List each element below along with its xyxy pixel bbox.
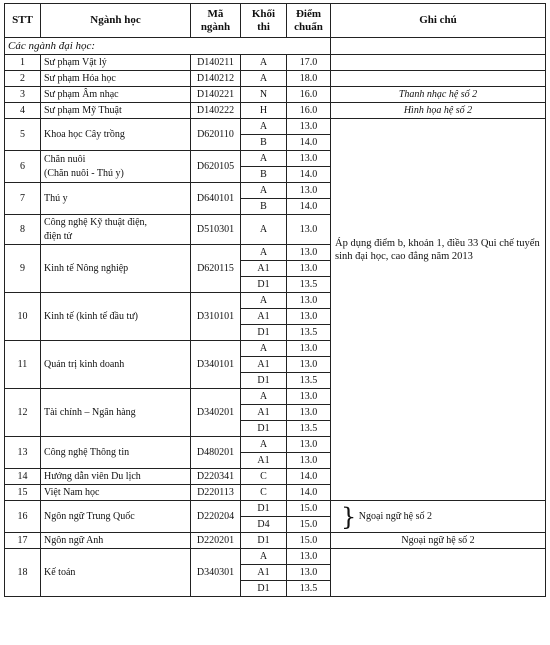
cell-khoi-thi: A1 xyxy=(241,357,287,373)
table-row xyxy=(5,55,546,71)
cell-nganh: Sư phạm Vật lý xyxy=(41,55,191,71)
cell-diem-chuan: 13.0 xyxy=(287,245,331,261)
cell-ghi-chu-empty xyxy=(331,549,546,597)
cell-diem-chuan: 15.0 xyxy=(287,533,331,549)
cell-khoi-thi: D1 xyxy=(241,277,287,293)
cell-khoi-thi: A xyxy=(241,437,287,453)
cell-stt: 3 xyxy=(5,87,41,103)
header-ma-nganh xyxy=(191,4,241,38)
header-khoi-thi xyxy=(241,4,287,38)
cell-nganh: Quản trị kinh doanh xyxy=(41,341,191,389)
cell-ma-nganh: D510301 xyxy=(191,215,241,245)
cell-ma-nganh: D640101 xyxy=(191,183,241,215)
cell-stt: 9 xyxy=(5,245,41,293)
cell-khoi-thi: D1 xyxy=(241,533,287,549)
header-ma-line2: ngành xyxy=(200,20,231,33)
cell-diem-chuan: 13.0 xyxy=(287,151,331,167)
table-row xyxy=(5,103,546,119)
section-title: Các ngành đại học: xyxy=(5,38,331,55)
cell-stt: 7 xyxy=(5,183,41,215)
cell-nganh: Kế toán xyxy=(41,549,191,597)
cell-khoi-thi: A xyxy=(241,293,287,309)
cell-stt: 2 xyxy=(5,71,41,87)
cell-khoi-thi: C xyxy=(241,469,287,485)
cell-nganh: Chăn nuôi (Chăn nuôi - Thú y) xyxy=(41,151,191,183)
cell-khoi-thi: A xyxy=(241,549,287,565)
cell-diem-chuan: 16.0 xyxy=(287,103,331,119)
cell-diem-chuan: 15.0 xyxy=(287,501,331,517)
cell-khoi-thi: A1 xyxy=(241,309,287,325)
cell-khoi-thi: A xyxy=(241,341,287,357)
cell-diem-chuan: 13.0 xyxy=(287,389,331,405)
cell-nganh: Sư phạm Mỹ Thuật xyxy=(41,103,191,119)
cell-khoi-thi: A1 xyxy=(241,565,287,581)
cell-khoi-thi: D1 xyxy=(241,325,287,341)
cell-khoi-thi: A xyxy=(241,151,287,167)
cell-ghi-chu: Hình họa hệ số 2 xyxy=(331,103,546,119)
cell-diem-chuan: 14.0 xyxy=(287,485,331,501)
cell-ghi-chu: Ngoại ngữ hệ số 2 xyxy=(331,533,546,549)
cell-ma-nganh: D140211 xyxy=(191,55,241,71)
cell-khoi-thi: A xyxy=(241,245,287,261)
cell-stt: 8 xyxy=(5,215,41,245)
cell-khoi-thi: D1 xyxy=(241,501,287,517)
cell-diem-chuan: 13.0 xyxy=(287,453,331,469)
cell-diem-chuan: 13.0 xyxy=(287,183,331,199)
cell-diem-chuan: 15.0 xyxy=(287,517,331,533)
cell-ma-nganh: D620110 xyxy=(191,119,241,151)
table-row xyxy=(5,501,546,517)
cell-khoi-thi: A1 xyxy=(241,453,287,469)
cell-khoi-thi: B xyxy=(241,199,287,215)
cell-stt: 12 xyxy=(5,389,41,437)
cell-diem-chuan: 13.0 xyxy=(287,119,331,135)
cell-nganh: Hướng dẫn viên Du lịch xyxy=(41,469,191,485)
cell-ma-nganh: D140221 xyxy=(191,87,241,103)
cell-stt: 16 xyxy=(5,501,41,533)
cell-ma-nganh: D140222 xyxy=(191,103,241,119)
section-note-empty xyxy=(331,38,546,55)
cell-stt: 17 xyxy=(5,533,41,549)
cell-diem-chuan: 13.0 xyxy=(287,565,331,581)
admission-score-table xyxy=(4,3,546,597)
cell-ma-nganh: D220204 xyxy=(191,501,241,533)
cell-stt: 18 xyxy=(5,549,41,597)
header-ma-line1: Mã xyxy=(207,7,224,20)
cell-diem-chuan: 14.0 xyxy=(287,135,331,151)
cell-stt: 4 xyxy=(5,103,41,119)
cell-stt: 13 xyxy=(5,437,41,469)
cell-diem-chuan: 18.0 xyxy=(287,71,331,87)
cell-ghi-chu: Thanh nhạc hệ số 2 xyxy=(331,87,546,103)
cell-nganh: Kinh tế Nông nghiệp xyxy=(41,245,191,293)
cell-ma-nganh: D220201 xyxy=(191,533,241,549)
cell-diem-chuan: 14.0 xyxy=(287,167,331,183)
cell-khoi-thi: D4 xyxy=(241,517,287,533)
cell-ma-nganh: D310101 xyxy=(191,293,241,341)
cell-nganh: Công nghệ Kỹ thuật điện, điện tử xyxy=(41,215,191,245)
cell-diem-chuan: 14.0 xyxy=(287,469,331,485)
header-ghi-chu: Ghi chú xyxy=(331,4,546,38)
cell-diem-chuan: 16.0 xyxy=(287,87,331,103)
cell-diem-chuan: 13.0 xyxy=(287,549,331,565)
ghi-chu-text: Ngoại ngữ hệ số 2 xyxy=(356,510,432,522)
cell-ma-nganh: D480201 xyxy=(191,437,241,469)
cell-diem-chuan: 13.5 xyxy=(287,373,331,389)
cell-nganh: Kinh tế (kinh tế đầu tư) xyxy=(41,293,191,341)
cell-khoi-thi: A xyxy=(241,55,287,71)
header-diem-line1: Điểm xyxy=(295,7,322,20)
header-khoi-line2: thi xyxy=(257,20,270,33)
table-row xyxy=(5,549,546,565)
header-diem-chuan xyxy=(287,4,331,38)
table-row xyxy=(5,71,546,87)
cell-ma-nganh: D340201 xyxy=(191,389,241,437)
cell-nganh: Khoa học Cây trồng xyxy=(41,119,191,151)
cell-diem-chuan: 13.5 xyxy=(287,581,331,597)
cell-khoi-thi: D1 xyxy=(241,421,287,437)
cell-diem-chuan: 13.0 xyxy=(287,309,331,325)
cell-nganh: Sư phạm Âm nhạc xyxy=(41,87,191,103)
header-khoi-line1: Khối xyxy=(251,7,276,20)
cell-nganh: Ngôn ngữ Trung Quốc xyxy=(41,501,191,533)
cell-khoi-thi: H xyxy=(241,103,287,119)
cell-khoi-thi: A1 xyxy=(241,405,287,421)
cell-stt: 1 xyxy=(5,55,41,71)
cell-khoi-thi: N xyxy=(241,87,287,103)
cell-khoi-thi: B xyxy=(241,167,287,183)
cell-stt: 6 xyxy=(5,151,41,183)
cell-nganh: Ngôn ngữ Anh xyxy=(41,533,191,549)
cell-nganh: Tài chính – Ngân hàng xyxy=(41,389,191,437)
brace-icon: } xyxy=(341,502,357,531)
cell-diem-chuan: 13.5 xyxy=(287,325,331,341)
cell-diem-chuan: 13.0 xyxy=(287,437,331,453)
cell-ghi-chu xyxy=(331,55,546,71)
header-stt: STT xyxy=(5,4,41,38)
cell-ma-nganh: D340301 xyxy=(191,549,241,597)
cell-stt: 11 xyxy=(5,341,41,389)
header-nganh: Ngành học xyxy=(41,4,191,38)
cell-ma-nganh: D220113 xyxy=(191,485,241,501)
cell-ma-nganh: D620115 xyxy=(191,245,241,293)
cell-stt: 14 xyxy=(5,469,41,485)
cell-diem-chuan: 13.0 xyxy=(287,261,331,277)
cell-ghi-chu xyxy=(331,71,546,87)
section-row xyxy=(5,38,546,55)
header-row xyxy=(5,4,546,38)
cell-nganh: Công nghệ Thông tin xyxy=(41,437,191,469)
cell-khoi-thi: A xyxy=(241,215,287,245)
cell-ghi-chu xyxy=(331,501,546,533)
cell-khoi-thi: A xyxy=(241,183,287,199)
cell-khoi-thi: A1 xyxy=(241,261,287,277)
cell-khoi-thi: A xyxy=(241,71,287,87)
cell-diem-chuan: 13.0 xyxy=(287,293,331,309)
header-diem-line2: chuẩn xyxy=(294,20,323,33)
cell-diem-chuan: 13.0 xyxy=(287,357,331,373)
table-row xyxy=(5,87,546,103)
table-row xyxy=(5,119,546,135)
cell-stt: 10 xyxy=(5,293,41,341)
cell-diem-chuan: 13.5 xyxy=(287,421,331,437)
cell-khoi-thi: A xyxy=(241,119,287,135)
table-row xyxy=(5,533,546,549)
table-body xyxy=(5,38,546,597)
cell-stt: 5 xyxy=(5,119,41,151)
cell-ma-nganh: D340101 xyxy=(191,341,241,389)
cell-diem-chuan: 14.0 xyxy=(287,199,331,215)
cell-ma-nganh: D140212 xyxy=(191,71,241,87)
cell-diem-chuan: 13.0 xyxy=(287,341,331,357)
cell-khoi-thi: D1 xyxy=(241,373,287,389)
cell-diem-chuan: 17.0 xyxy=(287,55,331,71)
cell-khoi-thi: A xyxy=(241,389,287,405)
cell-nganh: Sư phạm Hóa học xyxy=(41,71,191,87)
cell-ma-nganh: D620105 xyxy=(191,151,241,183)
cell-diem-chuan: 13.5 xyxy=(287,277,331,293)
cell-stt: 15 xyxy=(5,485,41,501)
cell-nganh: Việt Nam học xyxy=(41,485,191,501)
cell-khoi-thi: D1 xyxy=(241,581,287,597)
cell-nganh: Thú y xyxy=(41,183,191,215)
cell-khoi-thi: B xyxy=(241,135,287,151)
cell-diem-chuan: 13.0 xyxy=(287,405,331,421)
cell-ma-nganh: D220341 xyxy=(191,469,241,485)
cell-ghi-chu-group: Áp dụng điểm b, khoản 1, điều 33 Qui chế tuyển sinh đại học, cao đẳng năm 2013 xyxy=(331,119,546,501)
cell-khoi-thi: C xyxy=(241,485,287,501)
cell-diem-chuan: 13.0 xyxy=(287,215,331,245)
